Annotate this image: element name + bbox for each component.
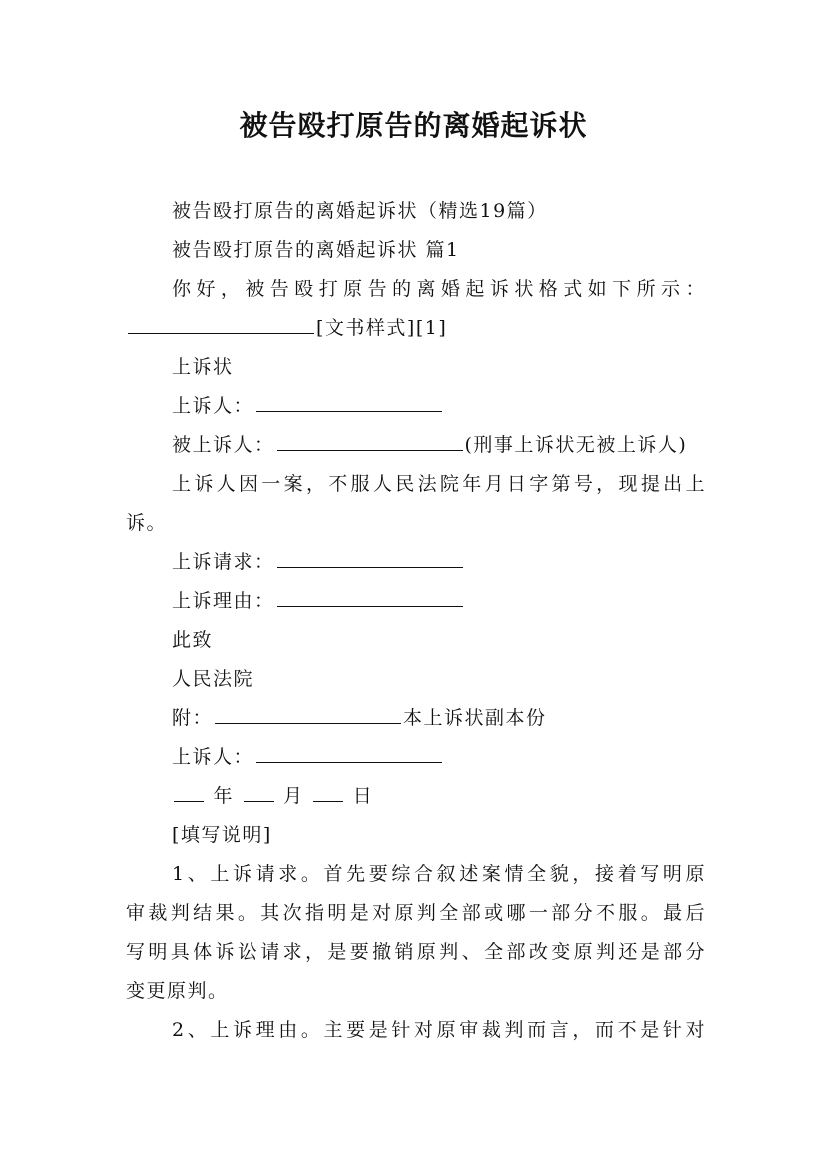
appellant-sign-line (126, 738, 706, 777)
request-line (126, 543, 706, 582)
reason-line (126, 582, 706, 621)
month-blank (244, 800, 274, 802)
case-line-1: 上诉人因一案，不服人民法院年月日字第号，现提出上 (172, 473, 706, 495)
appellant-line (126, 387, 706, 426)
part-heading: 被告殴打原告的离婚起诉状 篇1 (172, 239, 460, 261)
court-line: 人民法院 (172, 668, 255, 690)
attach-suffix: 本上诉状副本份 (403, 707, 547, 729)
intro-line: 你好，被告殴打原告的离婚起诉状格式如下所示： (172, 278, 706, 300)
item1-line3: 写明具体诉讼请求，是要撤销原判、全部改变原判还是部分 (126, 941, 706, 963)
appeal-heading: 上诉状 (172, 356, 234, 378)
salutation-line: 此致 (172, 629, 214, 651)
reason-label: 上诉理由： (172, 590, 275, 612)
attach-label: 附： (172, 707, 214, 729)
item2-line1: 2、上诉理由。主要是针对原审裁判而言，而不是针对 (172, 1019, 706, 1041)
appellee-blank (277, 449, 463, 451)
item1-line1: 1、上诉请求。首先要综合叙述案情全貌，接着写明原 (172, 863, 706, 885)
appellee-note: (刑事上诉状无被上诉人) (464, 434, 688, 456)
template-tag: [文书样式][1] (316, 317, 448, 339)
appellant-sign-blank (256, 761, 442, 763)
date-line (126, 777, 706, 816)
appellee-label: 被上诉人： (172, 434, 275, 456)
item1-line4: 变更原判。 (126, 980, 229, 1002)
appellee-line (126, 426, 706, 465)
request-label: 上诉请求： (172, 551, 275, 573)
date-day: 日 (352, 785, 374, 807)
instructions-heading: [填写说明] (172, 824, 272, 846)
appellant-blank (256, 410, 442, 412)
appellant-sign-label: 上诉人： (172, 746, 255, 768)
date-month: 月 (283, 785, 304, 807)
item1-line2: 审裁判结果。其次指明是对原判全部或哪一部分不服。最后 (126, 902, 706, 924)
appellant-label: 上诉人： (172, 395, 255, 417)
request-blank (277, 566, 463, 568)
attachment-line (126, 699, 706, 738)
case-line-2: 诉。 (126, 512, 168, 534)
date-year: 年 (213, 785, 235, 807)
document-title: 被告殴打原告的离婚起诉状 (239, 109, 588, 142)
template-tag-line (126, 309, 706, 348)
year-blank (174, 800, 204, 802)
day-blank (313, 800, 343, 802)
attach-blank (215, 722, 401, 724)
template-blank (128, 332, 314, 334)
subtitle-line: 被告殴打原告的离婚起诉状（精选19篇） (172, 200, 548, 222)
reason-blank (277, 605, 463, 607)
